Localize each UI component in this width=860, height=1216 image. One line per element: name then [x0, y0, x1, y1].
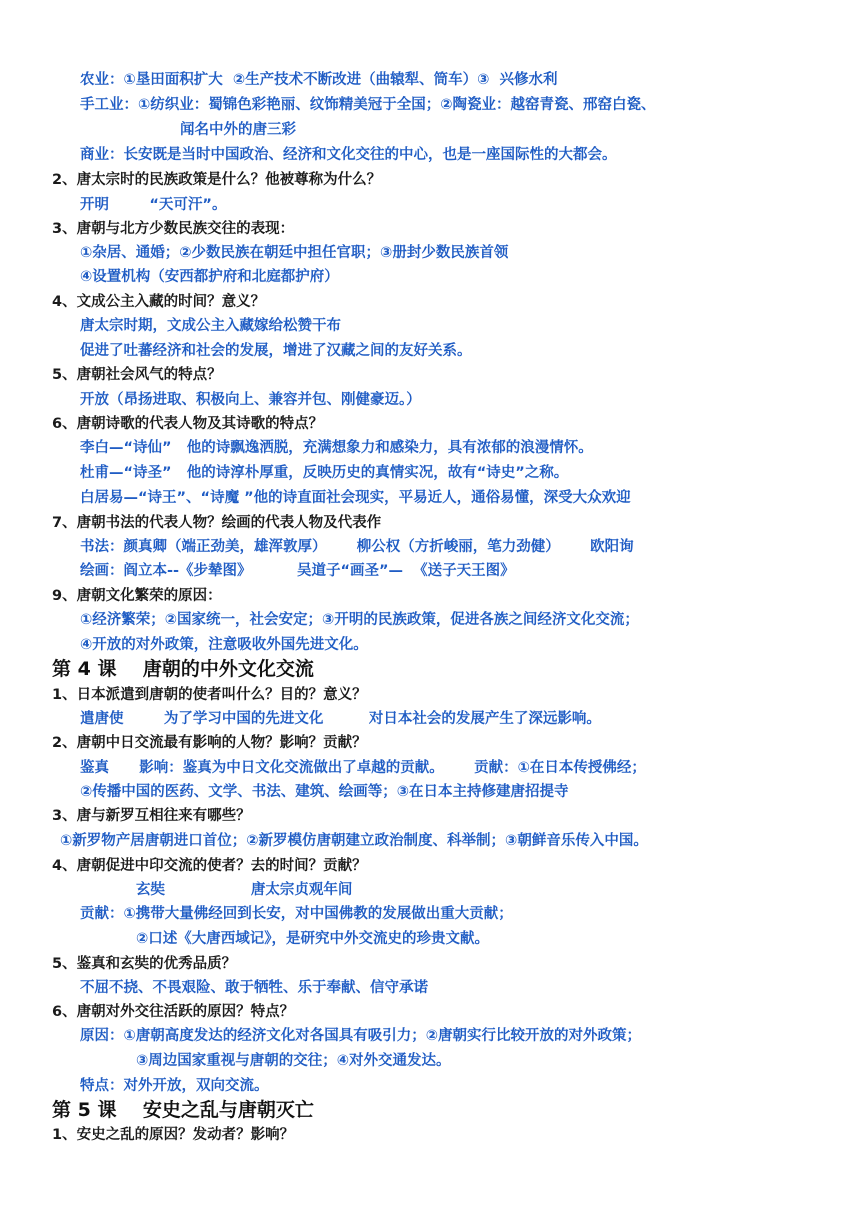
- answer-line: 促进了吐蕃经济和社会的发展，增进了汉藏之间的友好关系。: [80, 343, 472, 359]
- answer-line: ③周边国家重视与唐朝的交往；④对外交通发达。: [136, 1053, 451, 1069]
- answer-line: 遣唐使 为了学习中国的先进文化 对日本社会的发展产生了深远影响。: [80, 711, 601, 727]
- answer-line: ①新罗物产居唐朝进口首位；②新罗模仿唐朝建立政治制度、科举制；③朝鲜音乐传入中国。: [60, 833, 648, 849]
- answer-line: 白居易—“诗王”、“诗魔 ”他的诗直面社会现实，平易近人，通俗易懂，深受大众欢迎: [80, 490, 631, 506]
- answer-line: 唐太宗时期，文成公主入藏嫁给松赞干布: [80, 318, 341, 334]
- question-line: 4、唐朝促进中印交流的使者？去的时间？贡献？: [52, 858, 367, 874]
- answer-line: ②口述《大唐西域记》，是研究中外交流史的珍贵文献。: [136, 931, 490, 947]
- question-line: 2、唐朝中日交流最有影响的人物？影响？贡献？: [52, 735, 367, 751]
- answer-line: 贡献：①携带大量佛经回到长安，对中国佛教的发展做出重大贡献；: [80, 906, 513, 922]
- answer-line: 鉴真 影响：鉴真为中日文化交流做出了卓越的贡献。 贡献：①在日本传授佛经；: [80, 760, 646, 776]
- lesson-heading: 第 5 课 安史之乱与唐朝灭亡: [52, 1099, 314, 1121]
- question-line: 5、唐朝社会风气的特点？: [52, 367, 222, 383]
- answer-line: 杜甫—“诗圣” 他的诗淳朴厚重，反映历史的真情实况，故有“诗史”之称。: [80, 465, 569, 481]
- answer-line: 特点：对外开放，双向交流。: [80, 1078, 269, 1094]
- answer-line: ④设置机构（安西都护府和北庭都护府）: [80, 269, 339, 285]
- answer-line: 玄奘 唐太宗贞观年间: [136, 882, 353, 898]
- answer-line: 手工业：①纺织业：蜀锦色彩艳丽、纹饰精美冠于全国；②陶瓷业：越窑青瓷、邢窑白瓷、: [80, 97, 656, 113]
- answer-line: 开明 “天可汗”。: [80, 197, 227, 213]
- answer-line: 商业：长安既是当时中国政治、经济和文化交往的中心，也是一座国际性的大都会。: [80, 147, 617, 163]
- answer-line: ②传播中国的医药、文学、书法、建筑、绘画等；③在日本主持修建唐招提寺: [80, 784, 569, 800]
- answer-line: 书法：颜真卿（端正劲美，雄浑敦厚） 柳公权（方折峻丽，笔力劲健） 欧阳询: [80, 539, 634, 555]
- answer-line: ④开放的对外政策，注意吸收外国先进文化。: [80, 637, 368, 653]
- question-line: 5、鉴真和玄奘的优秀品质？: [52, 956, 237, 972]
- answer-line: 农业：①垦田面积扩大 ②生产技术不断改进（曲辕犁、筒车）③ 兴修水利: [80, 72, 558, 88]
- question-line: 3、唐朝与北方少数民族交往的表现：: [52, 221, 295, 237]
- question-line: 7、唐朝书法的代表人物？绘画的代表人物及代表作: [52, 515, 382, 531]
- answer-line: 不屈不挠、不畏艰险、敢于牺牲、乐于奉献、信守承诺: [80, 980, 428, 996]
- question-line: 4、文成公主入藏的时间？意义？: [52, 294, 266, 310]
- lesson-heading: 第 4 课 唐朝的中外文化交流: [52, 658, 314, 680]
- answer-line: 李白—“诗仙” 他的诗飘逸洒脱，充满想象力和感染力，具有浓郁的浪漫情怀。: [80, 440, 593, 456]
- question-line: 3、唐与新罗互相往来有哪些？: [52, 808, 251, 824]
- question-line: 1、安史之乱的原因？发动者？影响？: [52, 1127, 295, 1143]
- answer-line: 闻名中外的唐三彩: [180, 122, 296, 138]
- answer-line: ①经济繁荣；②国家统一，社会安定；③开明的民族政策，促进各族之间经济文化交流；: [80, 612, 639, 628]
- question-line: 1、日本派遣到唐朝的使者叫什么？目的？意义？: [52, 687, 367, 703]
- answer-line: 原因：①唐朝高度发达的经济文化对各国具有吸引力；②唐朝实行比较开放的对外政策；: [80, 1028, 642, 1044]
- question-line: 2、唐太宗时的民族政策是什么？他被尊称为什么？: [52, 172, 382, 188]
- question-line: 6、唐朝对外交往活跃的原因？特点？: [52, 1004, 295, 1020]
- answer-line: ①杂居、通婚；②少数民族在朝廷中担任官职；③册封少数民族首领: [80, 245, 509, 261]
- question-line: 9、唐朝文化繁荣的原因：: [52, 588, 222, 604]
- answer-line: 绘画：阎立本--《步辇图》 吴道子“画圣”— 《送子天王图》: [80, 563, 515, 579]
- question-line: 6、唐朝诗歌的代表人物及其诗歌的特点？: [52, 416, 324, 432]
- answer-line: 开放（昂扬进取、积极向上、兼容并包、刚健豪迈。）: [80, 392, 421, 408]
